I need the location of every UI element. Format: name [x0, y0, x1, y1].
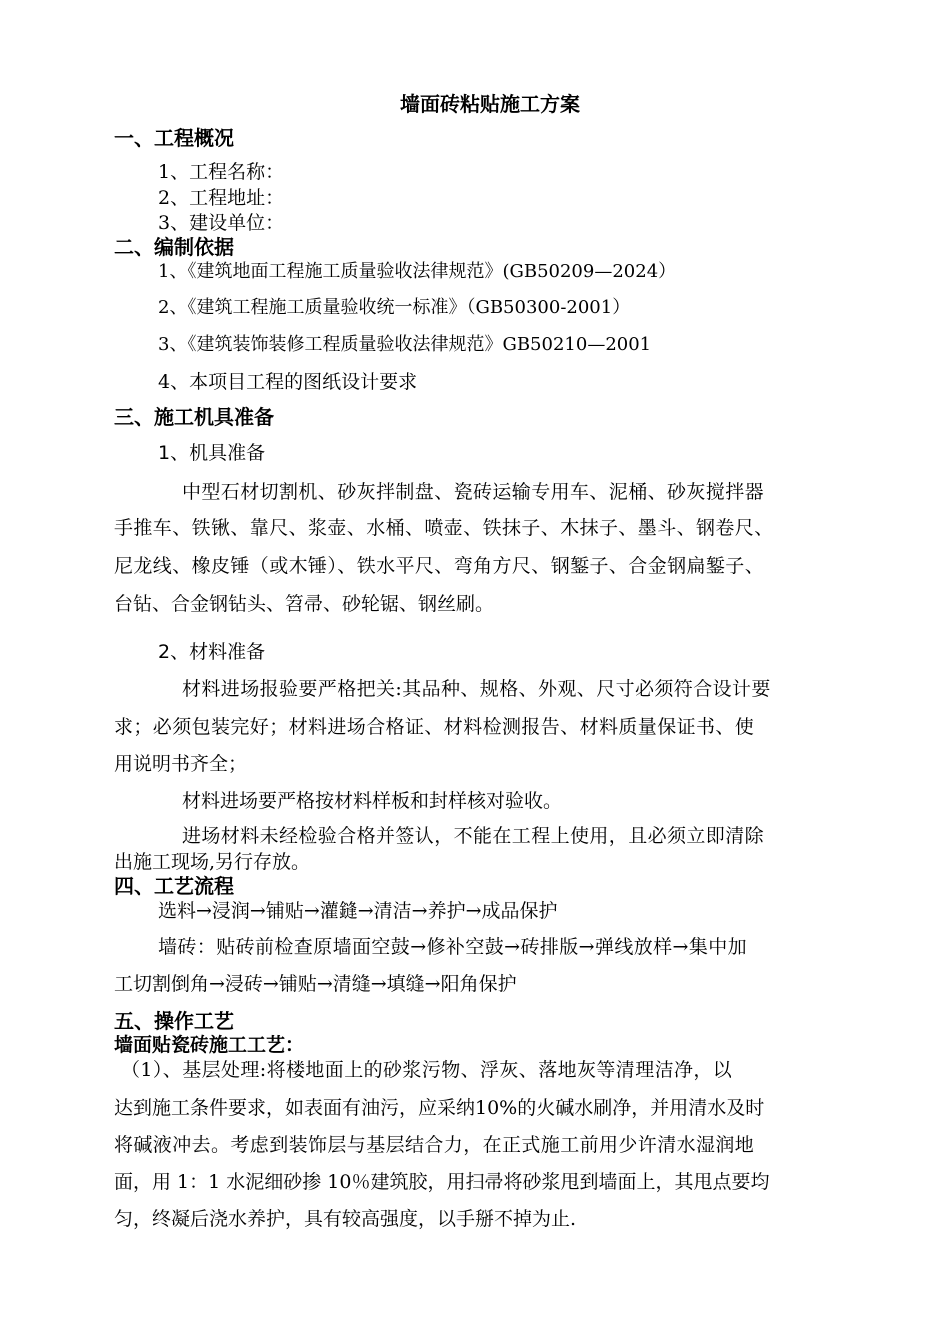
document-title: 墙面砖粘贴施工方案: [400, 92, 580, 116]
section-3-heading: 三、施工机具准备: [114, 405, 274, 429]
wall-tile-flow-line-1: 墙砖：贴砖前检查原墙面空鼓→修补空鼓→砖排版→弹线放样→集中加: [158, 936, 748, 958]
process-line-4: 面，用 1：1 水泥细砂掺 10％建筑胶，用扫帚将砂浆甩到墙面上，其甩点要均: [114, 1171, 770, 1193]
section-5-heading: 五、操作工艺: [114, 1009, 234, 1033]
basis-item-1: 1、《建筑地面工程施工质量验收法律规范》(GB50209—2024）: [158, 261, 677, 282]
materials-line-4: 材料进场要严格按材料样板和封样核对验收。: [182, 790, 563, 812]
process-flow-line: 选料→浸润→铺贴→灌鏠→清洁→养护→成品保护: [158, 900, 558, 922]
materials-line-3: 用说明书齐全；: [114, 753, 248, 775]
tools-line-3: 尼龙线、橡皮锤（或木锤）、铁水平尺、弯角方尺、钢錾子、合金钢扁錾子、: [114, 555, 765, 577]
wall-tile-process-subheading: 墙面贴瓷砖施工工艺：: [114, 1034, 305, 1056]
process-line-5: 匀，终凝后浇水养护，具有较高强度，以手掰不掉为止.: [114, 1208, 577, 1230]
materials-line-1: 材料进场报验要严格把关:其品种、规格、外观、尺寸必须符合设计要: [182, 678, 771, 700]
tools-line-4: 台钻、合金钢钻头、笤帚、砂轮锯、钢丝刷。: [114, 593, 495, 615]
materials-line-6: 出施工现场,另行存放。: [114, 851, 311, 873]
basis-item-4: 4、本项目工程的图纸设计要求: [158, 371, 418, 393]
basis-item-2: 2、《建筑工程施工质量验收统一标准》（GB50300-2001）: [158, 297, 631, 318]
materials-subheading: 2、材料准备: [158, 641, 266, 663]
process-line-1: （1）、基层处理:将楼地面上的砂浆污物、浮灰、落地灰等清理洁净，以: [121, 1059, 733, 1081]
construction-unit-line: 3、建设单位：: [158, 212, 285, 234]
section-2-heading: 二、编制依据: [114, 235, 234, 259]
tools-line-1: 中型石材切割机、砂灰拌制盘、瓷砖运输专用车、泥桶、砂灰搅拌器: [182, 481, 765, 503]
wall-tile-flow-line-2: 工切割倒角→浸砖→铺贴→清缝→填缝→阳角保护: [114, 973, 517, 995]
materials-line-2: 求；必须包装完好；材料进场合格证、材料检测报告、材料质量保证书、使: [114, 716, 755, 738]
tools-subheading: 1、机具准备: [158, 442, 266, 464]
section-1-heading: 一、工程概况: [114, 126, 234, 150]
section-4-heading: 四、工艺流程: [114, 874, 234, 898]
process-line-2: 达到施工条件要求，如表面有油污，应采纳10%的火碱水刷净，并用清水及时: [114, 1097, 765, 1119]
basis-item-3: 3、《建筑装饰装修工程质量验收法律规范》GB50210—2001: [158, 334, 652, 355]
process-line-3: 将碱液冲去。考虑到装饰层与基层结合力，在正式施工前用少许清水湿润地: [114, 1134, 755, 1156]
tools-line-2: 手推车、铁锹、靠尺、浆壶、水桶、喷壶、铁抹子、木抹子、墨斗、钢卷尺、: [114, 517, 774, 539]
project-address-line: 2、工程地址：: [158, 187, 285, 209]
materials-line-5: 进场材料未经检验合格并签认，不能在工程上使用，且必须立即清除: [182, 825, 765, 847]
project-name-line: 1、工程名称：: [158, 161, 285, 183]
